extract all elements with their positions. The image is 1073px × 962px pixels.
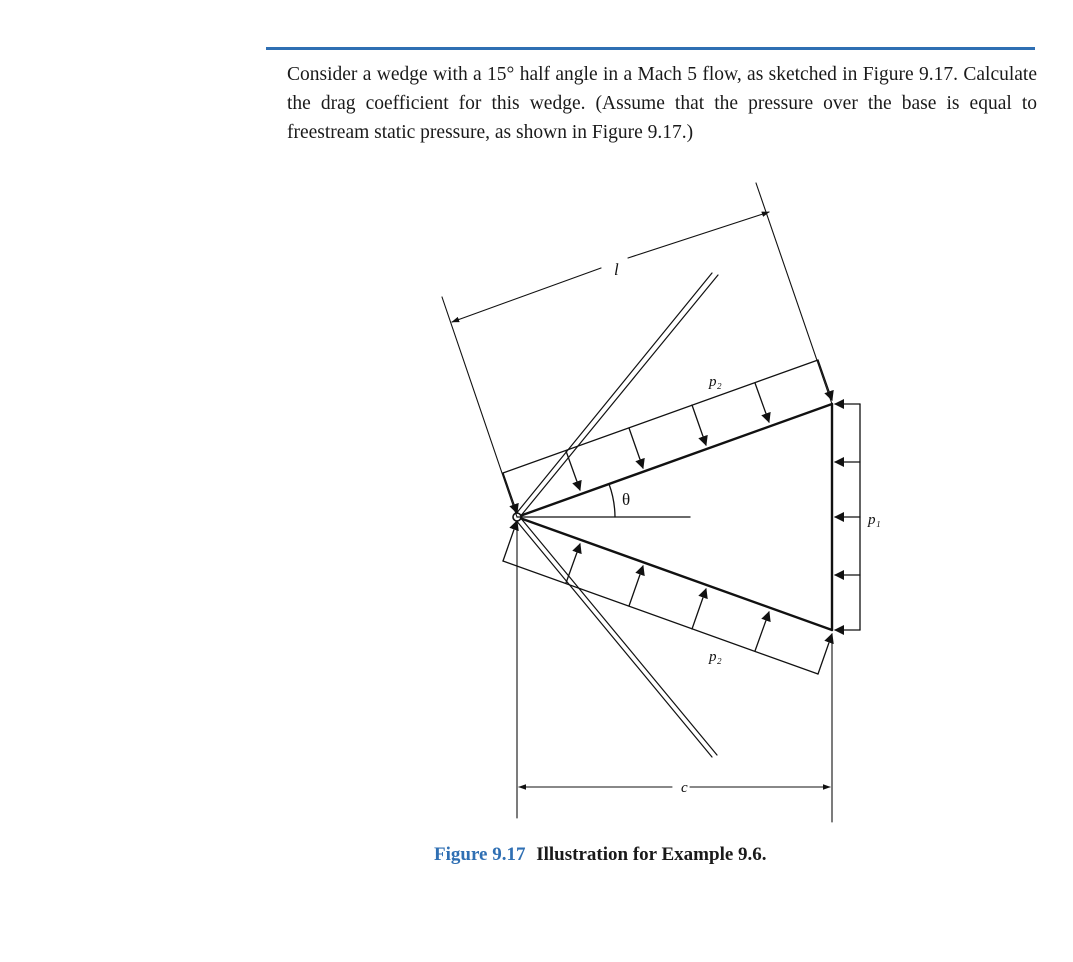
lower-pressure-distribution <box>503 521 832 674</box>
length-label: l <box>614 260 619 279</box>
figure-caption-text: Illustration for Example 9.6. <box>536 844 767 865</box>
problem-text: Consider a wedge with a 15° half angle in a Mach 5 flow, as sketched in Figure 9.17. Calculate the drag coefficient for this wedge. (Assume that the pressure over the base is equal to freestream static pressure, as shown in Figure 9.17.) <box>287 64 1037 143</box>
angle-label: θ <box>622 490 631 509</box>
dimension-l <box>442 183 832 517</box>
lower-pressure-label: p₂ <box>709 649 722 665</box>
figure-caption <box>434 844 767 866</box>
figure-caption-label: Figure 9.17 <box>434 844 526 865</box>
base-pressure-label: p₁ <box>868 512 881 528</box>
upper-pressure-label: p₂ <box>709 374 722 390</box>
angle-arc <box>609 484 615 517</box>
chord-label: c <box>681 780 688 796</box>
base-pressure-distribution <box>835 404 860 630</box>
upper-pressure-distribution <box>503 360 832 513</box>
